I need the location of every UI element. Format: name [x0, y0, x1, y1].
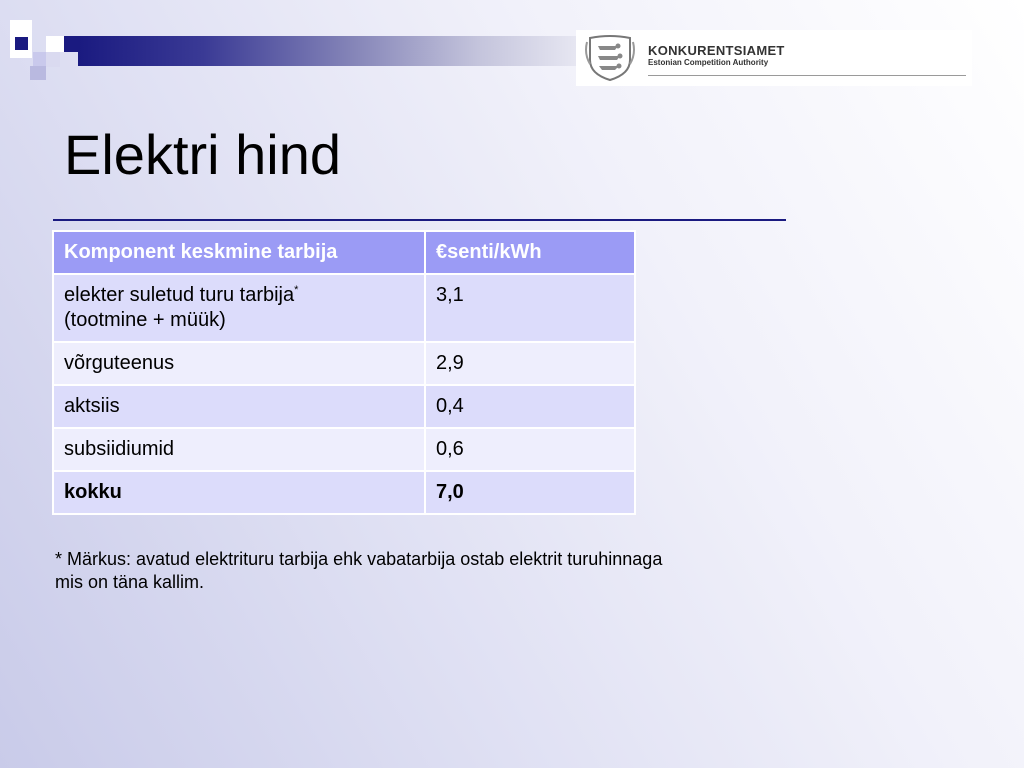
- price-components-table: [52, 230, 636, 515]
- table-row: [53, 342, 635, 385]
- row-label-line1: elekter suletud turu tarbija: [64, 284, 295, 306]
- column-header-component: Komponent keskmine tarbija: [53, 231, 425, 274]
- table-cell-label: võrguteenus: [53, 342, 425, 385]
- decorative-square: [64, 36, 78, 52]
- row-label-line2: (tootmine + müük): [64, 309, 226, 331]
- column-header-price: €senti/kWh: [425, 231, 635, 274]
- decorative-square: [30, 66, 46, 80]
- header-gradient-bar: [78, 36, 578, 66]
- table-header-row: [53, 231, 635, 274]
- table-row: [53, 274, 635, 342]
- decorative-square: [46, 36, 66, 52]
- table-cell-value: 0,4: [425, 385, 635, 428]
- decorative-square: [15, 37, 28, 50]
- table-cell-label: [53, 274, 425, 342]
- coat-of-arms-icon: [584, 34, 636, 82]
- footnote-line2: mis on täna kallim.: [55, 572, 205, 593]
- table-cell-value: 0,6: [425, 428, 635, 471]
- table-cell-label: aktsiis: [53, 385, 425, 428]
- table-cell-label: kokku: [53, 471, 425, 514]
- table-row: [53, 428, 635, 471]
- title-underline: [53, 219, 786, 221]
- footnote-marker: *: [294, 284, 299, 296]
- footnote-line1: * Märkus: avatud elektrituru tarbija ehk vabatarbija ostab elektrit turuhinnaga: [55, 549, 663, 569]
- logo-name: KONKURENTSIAMET: [648, 43, 785, 58]
- footnote: [55, 548, 845, 595]
- table-cell-value: 7,0: [425, 471, 635, 514]
- decorative-square: [46, 52, 60, 67]
- slide-title: Elektri hind: [64, 123, 342, 186]
- decorative-square: [33, 52, 46, 67]
- table-cell-label: subsiidiumid: [53, 428, 425, 471]
- table-cell-value: 2,9: [425, 342, 635, 385]
- table-row: [53, 385, 635, 428]
- table-cell-value: 3,1: [425, 274, 635, 342]
- logo-divider: [648, 75, 966, 76]
- logo-subtitle: Estonian Competition Authority: [648, 58, 769, 67]
- table-row-total: [53, 471, 635, 514]
- authority-logo: [576, 30, 972, 86]
